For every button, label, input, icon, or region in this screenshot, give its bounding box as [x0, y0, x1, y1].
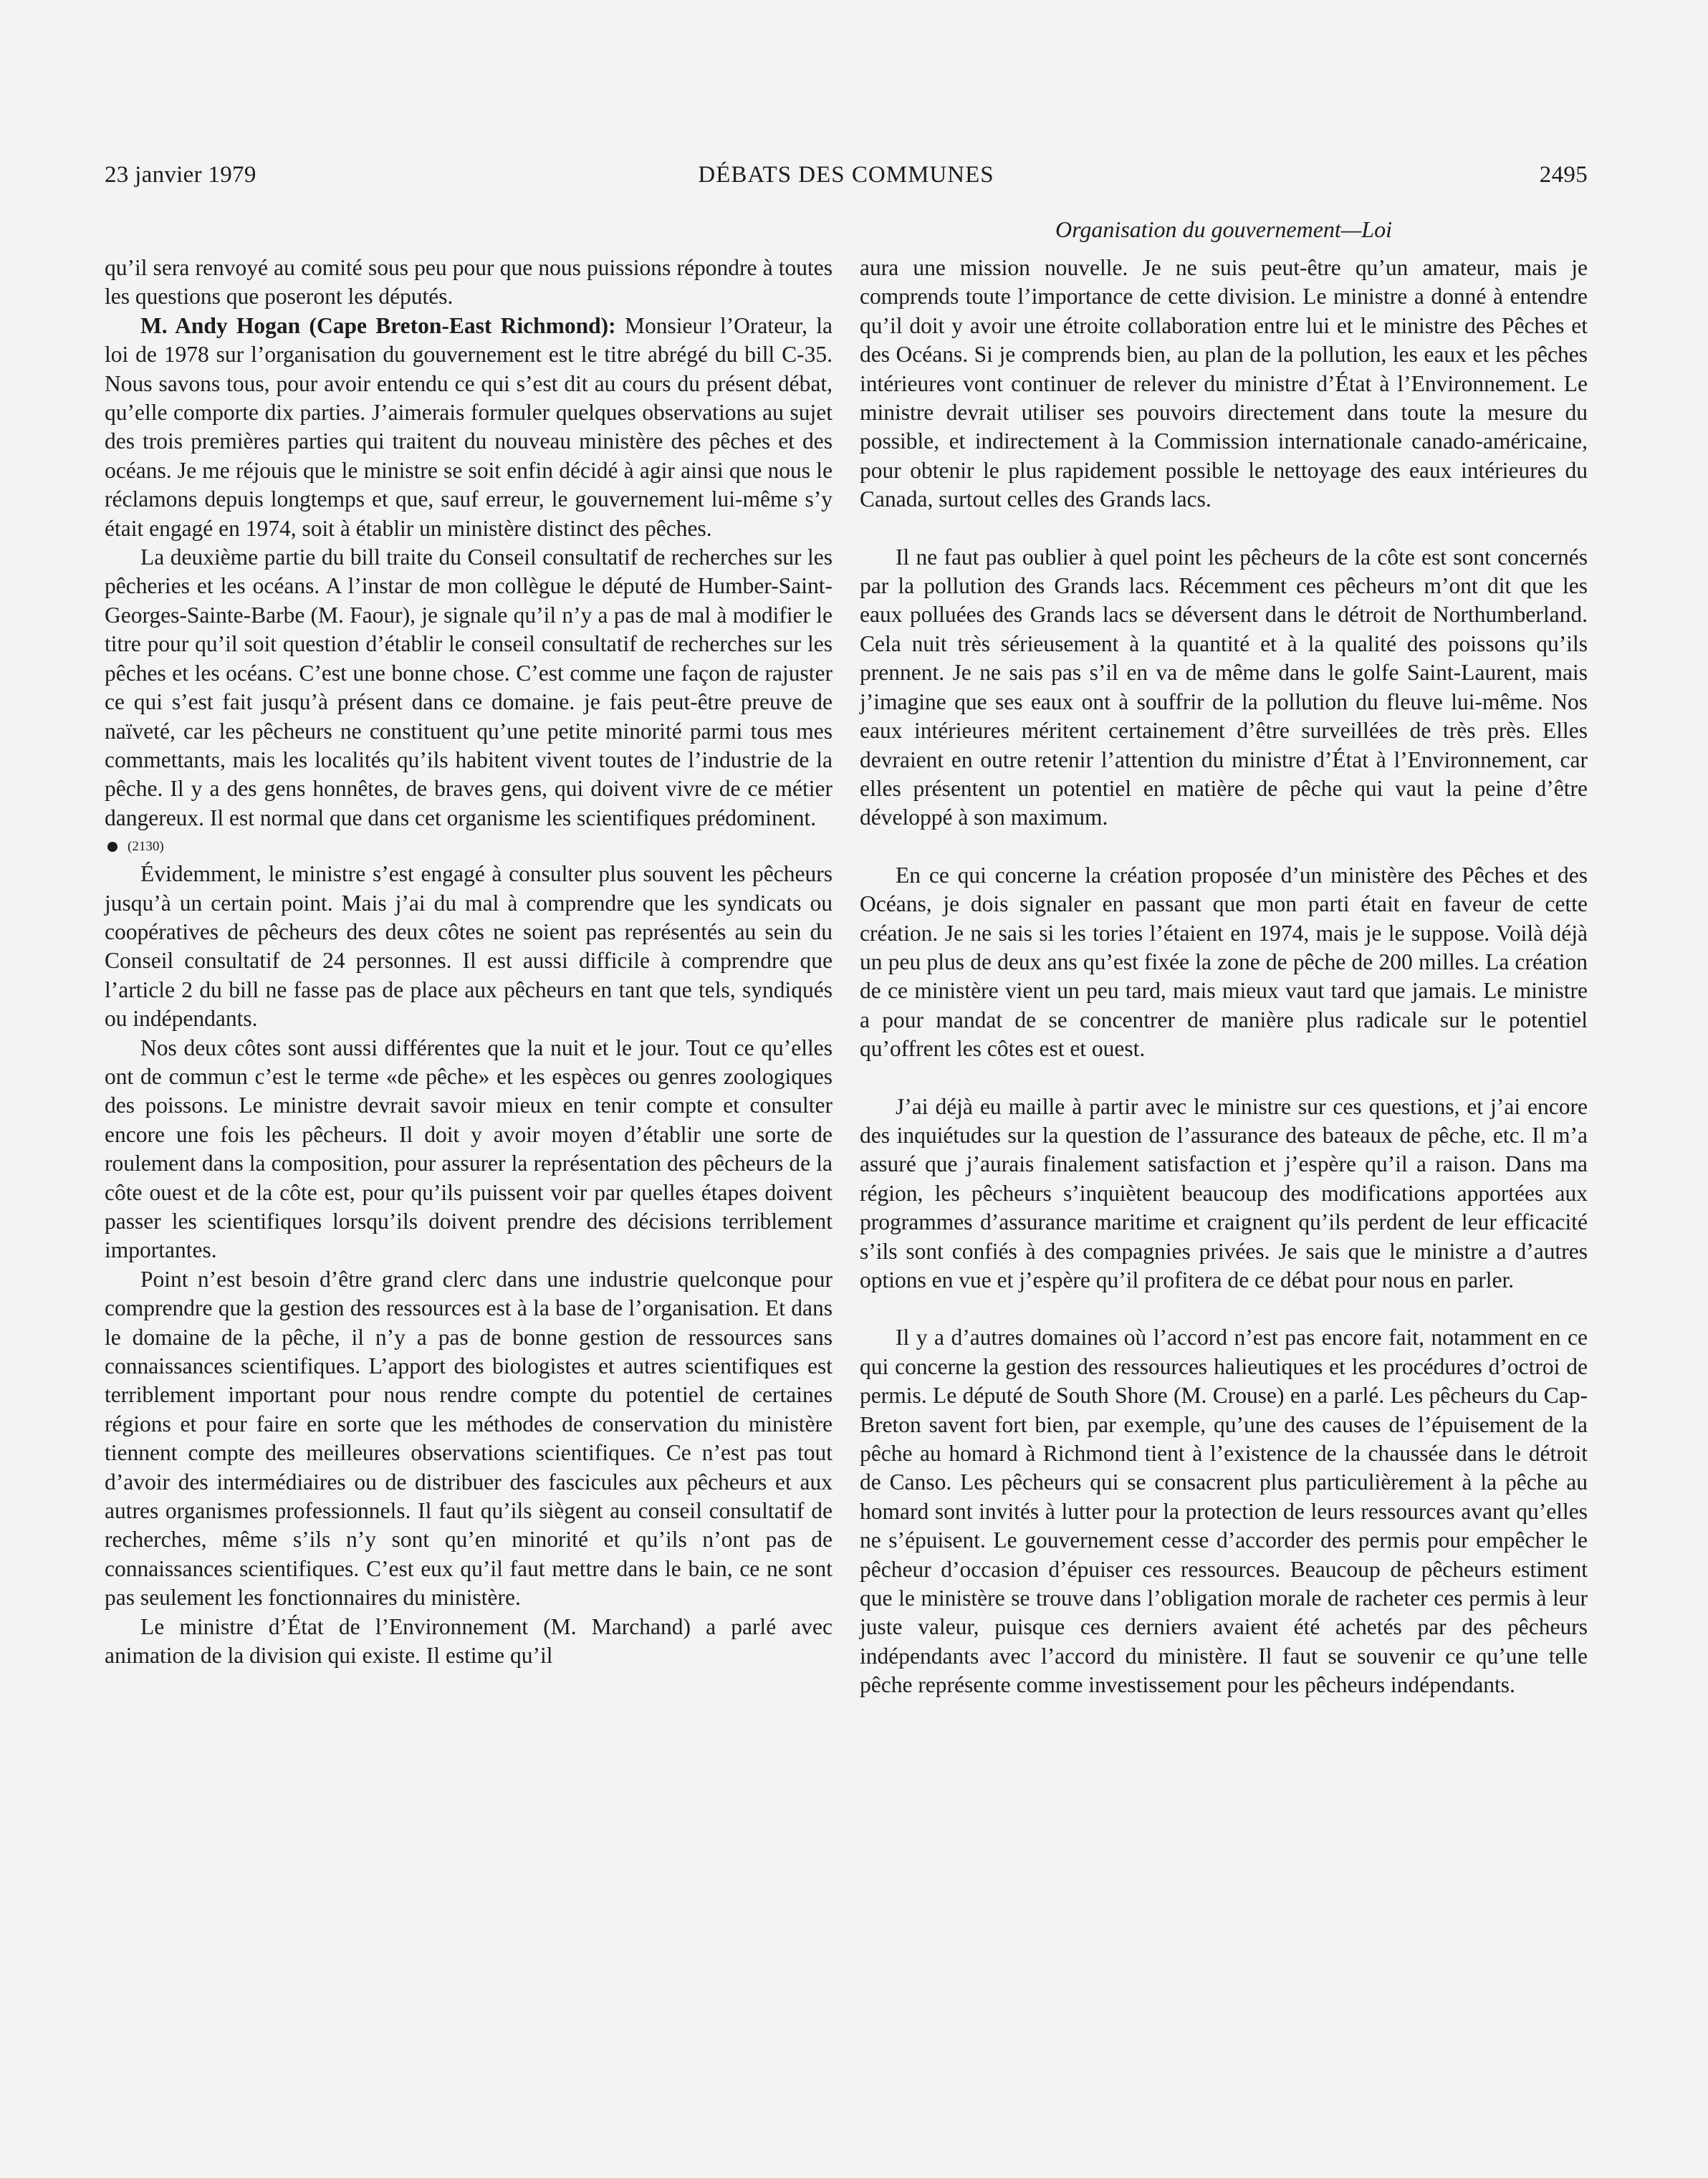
paragraph: Point n’est besoin d’être grand clerc dans une industrie quelconque pour comprendre que la gestion des ressources est à la base de l’organisation. Et dans le domaine de la pêche, il n’y a pas de bonne gestion de ressources sans connaissances scientifiques. L’apport des biologistes et autres scientifiques est terriblement important pour nous rendre compte du potentiel de certaines régions et pour faire en sorte que les méthodes de conservation du ministère tiennent compte des meilleures observations scientifiques. Ce n’est pas tout d’avoir des intermédiaires ou de distribuer des fascicules aux pêcheurs et aux autres organismes professionnels. Il faut qu’ils siègent au conseil consultatif de recherches, même s’ils n’y sont qu’en minorité et qu’ils n’ont pas de connaissances scientifiques. C’est eux qu’il faut mettre dans le bain, ce ne sont pas seulement les fonctionnaires du ministère.: [105, 1266, 833, 1611]
left-column: [105, 254, 833, 1671]
running-head: Organisation du gouvernement—Loi: [1055, 216, 1392, 242]
paragraph: En ce qui concerne la création proposée d’un ministère des Pêches et des Océans, je dois signaler en passant que mon parti était en faveur de cette création. Je ne sais si les tories l’étaient en 1974, mais je le suppose. Voilà déjà un peu plus de deux ans qu’est fixée la zone de pêche de 200 milles. La création de ce ministère vient un peu tard, mais mieux vaut tard que jamais. Le ministre a pour mandat de se concentrer de manière plus radicale sur le potentiel qu’offrent les côtes est et ouest.: [860, 862, 1588, 1062]
paragraph: Il y a d’autres domaines où l’accord n’est pas encore fait, notamment en ce qui concerne la gestion des ressources halieutiques et les procédures d’octroi de permis. Le député de South Shore (M. Crouse) en a parlé. Les pêcheurs du Cap-Breton savent fort bien, par exemple, qu’une des causes de l’épuisement de la pêche au homard à Richmond tient à l’existence de la chaussée dans le détroit de Canso. Les pêcheurs qui se consacrent plus particulièrement à la pêche au homard sont invités à lutter pour la protection de leurs ressources avant qu’elles ne s’épuisent. Le gouvernement cesse d’accorder des permis pour empêcher le pêcheur d’occasion d’épuiser ces ressources. Beaucoup de pêcheurs estiment que le ministère se trouve dans l’obligation morale de racheter ces permis à leur juste valeur, puisque ces derniers avaient été achetés par des pêcheurs indépendants avec l’accord du ministère. Il faut se souvenir ce qu’une telle pêche représente comme investissement pour les pêcheurs indépendants.: [860, 1325, 1588, 1698]
speaker-name: M. Andy Hogan (Cape Breton-East Richmond):: [140, 312, 616, 338]
paragraph: Le ministre d’État de l’Environnement (M. Marchand) a parlé avec animation de la division qui existe. Il estime qu’il: [105, 1613, 833, 1669]
right-column: [860, 254, 1588, 1700]
page-header: [105, 156, 1588, 193]
paragraph: aura une mission nouvelle. Je ne suis peut-être qu’un amateur, mais je comprends toute l’importance de cette division. Le ministre a donné à entendre qu’il doit y avoir une étroite collaboration entre lui et le ministre des Pêches et des Océans. Si je comprends bien, au plan de la pollution, les eaux et les pêches intérieures vont continuer de relever du ministre d’État à l’Environnement. Le ministre devrait utiliser ses pouvoirs directement dans toute la mesure du possible, et indirectement à la Commission internationale canado-américaine, pour obtenir le plus rapidement possible le nettoyage des eaux intérieures du Canada, surtout celles des Grands lacs.: [860, 255, 1588, 512]
paragraph: Il ne faut pas oublier à quel point les pêcheurs de la côte est sont concernés par la pollution des Grands lacs. Récemment ces pêcheurs m’ont dit que les eaux polluées des Grands lacs se déversent dans le détroit de Northumberland. Cela nuit très sérieusement à la quantité et à la qualité des poissons qu’ils prennent. Je ne sais pas s’il en va de même dans le golfe Saint-Laurent, mais j’imagine que ses eaux ont à souffrir de la pollution du fleuve lui-même. Nos eaux intérieures méritent certainement d’être surveillées de très près. Elles devraient en outre retenir l’attention du ministre d’État à l’Environnement, car elles présentent un potentiel en matière de pêche qui vaut la peine d’être développé à son maximum.: [860, 544, 1588, 830]
paragraph: qu’il sera renvoyé au comité sous peu pour que nous puissions répondre à toutes les questions que poseront les députés.: [105, 255, 833, 310]
paragraph: J’ai déjà eu maille à partir avec le ministre sur ces questions, et j’ai encore des inquiétudes sur la question de l’assurance des bateaux de pêche, etc. Il m’a assuré que j’aurais finalement satisfaction et j’espère qu’il a raison. Dans ma région, les pêcheurs s’inquiètent beaucoup des modifications apportées aux programmes d’assurance maritime et craignent qu’ils perdent de leur efficacité s’ils sont confiés à des compagnies privées. Je sais que le ministre a d’autres options en vue et j’espère qu’il profitera de ce débat pour nous en parler.: [860, 1093, 1588, 1292]
paragraph: Évidemment, le ministre s’est engagé à consulter plus souvent les pêcheurs jusqu’à un certain point. Mais j’ai du mal à comprendre que les syndicats ou coopératives de pêcheurs des deux côtes ne soient pas représentés au sein du Conseil consultatif de 24 personnes. Il est aussi difficile à comprendre que l’article 2 du bill ne fasse pas de place aux pêcheurs en tant que tels, syndiqués ou indépendants.: [105, 861, 833, 1032]
time-marker-label: (2130): [128, 839, 164, 855]
header-page-number: 2495: [1539, 162, 1588, 188]
header-title: DÉBATS DES COMMUNES: [698, 162, 994, 188]
header-date: 23 janvier 1979: [105, 162, 256, 188]
paragraph: La deuxième partie du bill traite du Conseil consultatif de recherches sur les pêcheries et les océans. A l’instar de mon collègue le député de Humber-Saint-Georges-Sainte-Barbe (M. Faour), je signale qu’il n’y a pas de mal à modifier le titre pour qu’il soit question d’établir le conseil consultatif de recherches sur les pêches et les océans. C’est une bonne chose. C’est comme une façon de rajuster ce qui s’est fait jusqu’à présent dans ce domaine. je fais peut-être preuve de naïveté, car les pêcheurs ne constituent qu’une petite minorité parmi tous mes commettants, mais les localités qu’ils habitent vivent toutes de l’industrie de la pêche. Il y a des gens honnêtes, de braves gens, qui doivent vivre de ce métier dangereux. Il est normal que dans cet organisme les scientifiques prédominent.: [105, 544, 833, 830]
bullet-icon: [107, 842, 117, 852]
speech-text: Monsieur l’Orateur, la loi de 1978 sur l’organisation du gouvernement est le titre abrégé du bill C-35. Nous savons tous, pour avoir entendu ce qui s’est dit au cours du présent débat, qu’elle comporte dix parties. J’aimerais formuler quelques observations au sujet des trois premières parties qui traitent du nouveau ministère des pêches et des océans. Je me réjouis que le ministre se soit enfin décidé à agir ainsi que nous le réclamons depuis longtemps et que, sauf erreur, le gouvernement lui-même s’y était engagé en 1974, soit à établir un ministère distinct des pêches.: [105, 312, 833, 541]
paragraph: Nos deux côtes sont aussi différentes que la nuit et le jour. Tout ce qu’elles ont de commun c’est le terme «de pêche» et les espèces ou genres zoologiques des poissons. Le ministre devrait savoir mieux en tenir compte et consulter encore une fois les pêcheurs. Il doit y avoir moyen d’établir une sorte de roulement dans la composition, pour assurer la représentation des pêcheurs de la côte ouest et de la côte est, pour qu’ils puissent voir par quelles étapes doivent passer les scientifiques lorsqu’ils doivent prendre des décisions terriblement importantes.: [105, 1035, 833, 1263]
paragraph: [105, 312, 833, 543]
time-marker: [105, 834, 833, 860]
